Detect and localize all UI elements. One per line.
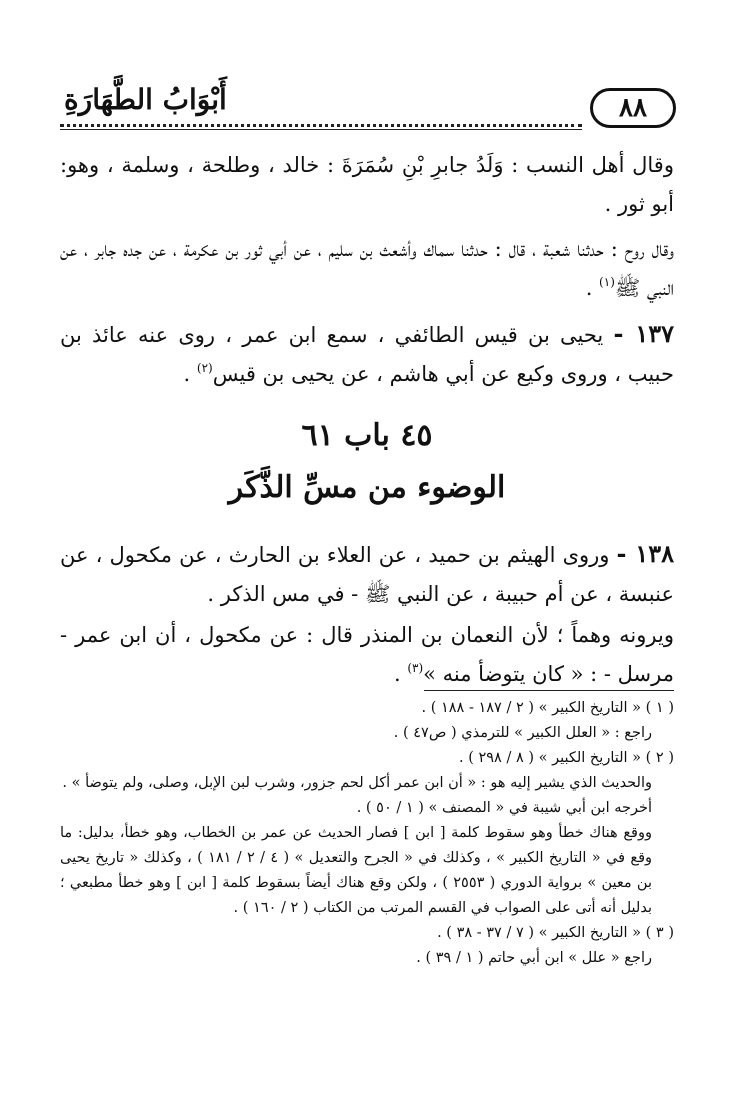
footnotes [60,696,674,971]
entry-number: ١٣٧ - [613,319,674,348]
footnote-ref-3: (٣) [407,661,424,675]
paragraph-genealogy: وقال أهل النسب : وَلَدُ جابرِ بْنِ سُمَرَةَ : خالد ، وطلحة ، وسلمة ، وهو: أبو ثور . [60,153,674,216]
header-rule [60,129,582,130]
footnote-1-reference: راجع : « العلل الكبير » للترمذي ( ص٤٧ ) . [393,725,652,741]
page-number-badge: ٨٨ [590,88,676,128]
footnote-ref-1: (١) [599,275,615,289]
entry-138: ١٣٨ - وروى الهيثم بن حميد ، عن العلاء بن الحارث ، عن مكحول ، عن عنبسة ، عن أم حبيبة ، عن النبي ﷺ - في مس الذكر . [60,539,674,606]
footnote-ref-2: (٢) [196,361,213,375]
footnote-3: ( ٣ ) « التاريخ الكبير » ( ٧ / ٣٧ - ٣٨ ) . [437,925,674,941]
footnote-1: ( ١ ) « التاريخ الكبير » ( ٢ / ١٨٧ - ١٨٨ ) . [421,700,674,716]
chapter-number: ٤٥ باب ٦١ [301,418,433,453]
chapter-title: الوضوء من مسِّ الذَّكَر [228,470,506,505]
footnote-2-hadith: والحديث الذي يشير إليه هو : « أن ابن عمر أكل لحم جزور، وشرب لبن الإبل، وصلى، ولم يتوضأ » . [62,775,652,791]
entry-137: ١٣٧ - يحيى بن قيس الطائفي ، سمع ابن عمر ، روى عنه عائذ بن حبيب ، وروى وكيع عن أبي هاشم ، عن يحيى بن قيس$^{(٢)}$ . [60,319,674,386]
footnote-2: ( ٢ ) « التاريخ الكبير » ( ٨ / ٢٩٨ ) . [458,750,674,766]
footnote-2-note: ووقع هناك خطأ وهو سقوط كلمة [ ابن ] فصار الحديث عن عمر بن الخطاب، وهو خطأ، بدليل: ما وقع في « التاريخ الكبير » ، وكذلك في « الجرح والتعديل » ( ٤ / ٢ / ١٨١ ) ، وكذلك « تاريخ يحيى بن معين » برواية الدوري ( ٢٥٥٣ ) ، ولكن وقع هناك أيضاً بسقوط كلمة [ ابن ] وهو خطأ مطبعي ؛ بدليل أنه أتى على الصواب في القسم المرتب من الكتاب ( ٢ / ١٦٠ ) . [60,825,652,916]
footnote-2-source: أخرجه ابن أبي شيبة في « المصنف » ( ١ / ٥٠ ) . [356,800,652,816]
entry-number: ١٣٨ - [616,539,674,568]
running-header-title: أَبْوَابُ الطَّهَارَةِ [64,83,227,116]
header-dotted-rule [60,124,582,127]
footnote-separator [424,690,674,691]
paragraph-rawh: وقال روح : حدثنا شعبة ، قال : حدثنا سماك وأشعث بن سليم ، عن أبي ثور بن عكرمة ، عن جده جابر ، عن النبي ﷺ$^{(١)}$ . [60,237,674,300]
footnote-3-reference: راجع « علل » ابن أبي حاتم ( ١ / ٣٩ ) . [416,950,652,966]
paragraph-wahm: ويرونه وهماً ؛ لأن النعمان بن المنذر قال : عن مكحول ، أن ابن عمر - مرسل - : « كان يتوضأ منه »$^{(٣)}$ . [60,623,674,686]
